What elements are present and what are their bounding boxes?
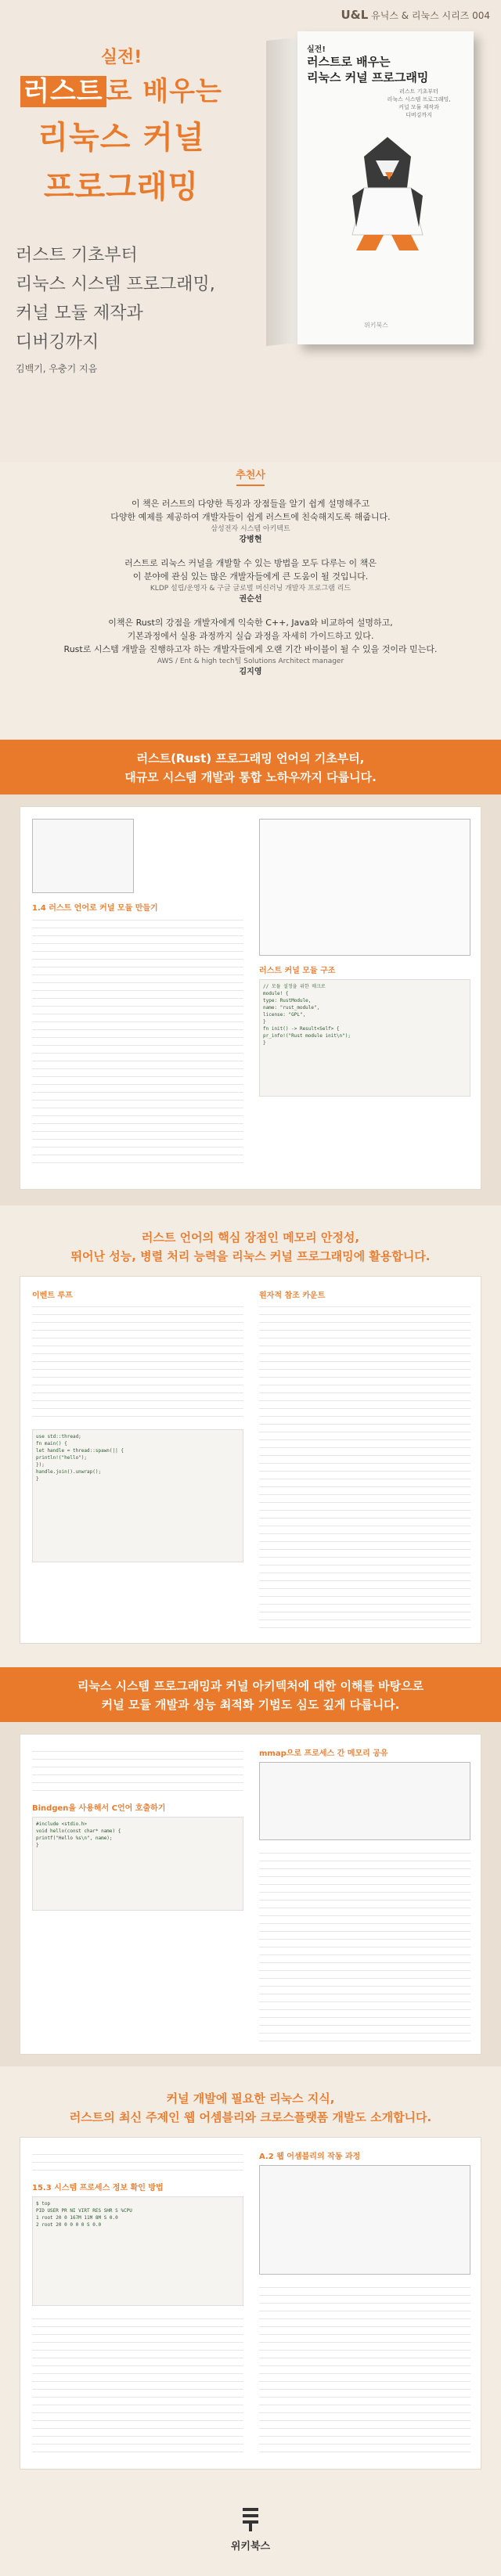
sample-heading-right: A.2 웹 어셈블리의 작동 과정	[259, 2153, 361, 2161]
hero-section	[0, 0, 501, 462]
sample-page-card	[20, 1276, 481, 1644]
book-cover-image	[266, 31, 481, 348]
sample-module-diagram	[259, 819, 470, 956]
recommender-role: KLDP 설립/운영자 & 구글 글로벌 머신러닝 개발자 프로그램 리드	[150, 585, 351, 593]
recommender-name: 김지영	[239, 668, 262, 676]
penguin-illustration	[344, 133, 431, 258]
cover-subtitle-line: 리눅스 시스템 프로그래밍,	[387, 96, 451, 103]
sample-heading-left: 15.3 시스템 프로세스 정보 확인 방법	[32, 2184, 164, 2192]
cover-subtitle-line: 러스트 기초부터	[399, 88, 438, 95]
book-subtitle	[16, 241, 227, 357]
cover-subtitle-line: 커널 모듈 제작과	[398, 104, 439, 110]
recommend-text: 이 분야에 관심 있는 많은 개발자들에게 큰 도움이 될 것입니다.	[132, 571, 369, 582]
section-title-line: 러스트의 최신 주제인 웹 어셈블리와 크로스플랫폼 개발도 소개합니다.	[69, 2110, 432, 2124]
title-small: 실전!	[100, 48, 142, 67]
subtitle-line: 디버깅까지	[16, 333, 99, 352]
sample-heading-right: mmap으로 프로세스 간 메모리 공유	[259, 1749, 388, 1758]
sample-heading-right: 원자적 참조 카운트	[259, 1292, 326, 1300]
recommend-text: 기본과정에서 실용 과정까지 실습 과정을 자세히 가이드하고 있다.	[127, 631, 374, 641]
code-line: module! {	[263, 991, 289, 996]
section-title-line: 러스트 언어의 핵심 장점인 메모리 안정성,	[141, 1230, 360, 1245]
section-title-line: 대규모 시스템 개발과 통합 노하우까지 다룹니다.	[124, 770, 377, 784]
sample-heading-left: Bindgen을 사용해서 C언어 호출하기	[32, 1804, 166, 1813]
publisher-name: 위키북스	[230, 2541, 271, 2553]
title-line2: 리눅스 커널	[38, 120, 205, 156]
sample-text-left	[32, 915, 243, 1166]
sample-text-right	[259, 2282, 470, 2455]
code-line: 1 root 20 0 167M 11M 8M S 0.0	[36, 2215, 118, 2221]
title-line1	[16, 70, 227, 108]
sample-code-1	[259, 979, 470, 1097]
code-line: PID USER PR NI VIRT RES SHR S %CPU	[36, 2208, 132, 2214]
code-line: use std::thread;	[36, 1434, 81, 1439]
feature-section-4	[0, 2078, 501, 2481]
title-rust: 러스트	[20, 76, 106, 107]
sample-page-card	[20, 1734, 481, 2055]
recommend-text: Rust로 시스템 개발을 진행하고자 하는 개발자들에게 오랜 기간 바이블이 될 수 있을 것이라 믿는다.	[63, 644, 438, 654]
recommend-block	[0, 557, 501, 605]
section-title	[0, 1677, 501, 1714]
sample-heading-right: 러스트 커널 모듈 구조	[259, 967, 336, 975]
code-line: }	[36, 1476, 39, 1482]
publisher-logo-icon	[240, 2506, 261, 2533]
code-line: #include <stdio.h>	[36, 1821, 88, 1827]
feature-section-2	[0, 1217, 501, 1655]
code-line: name: "rust_module",	[263, 1005, 320, 1011]
recommender-role: AWS / Ent & high tech팀 Solutions Architect manager	[157, 658, 344, 665]
cover-subtitle-line: 디버깅까지	[405, 112, 432, 118]
section-title-line: 커널 모듈 개발과 성능 최적화 기법도 심도 깊게 다룹니다.	[101, 1698, 400, 1712]
code-line: pr_info!("Rust module init\n");	[263, 1033, 351, 1039]
cover-title-1: 러스트로 배우는	[307, 55, 391, 69]
publisher-footer	[0, 2489, 501, 2576]
sample-mmap-diagram	[259, 1762, 470, 1840]
section-title-line: 커널 개발에 필요한 리눅스 지식,	[166, 2091, 335, 2106]
section-title	[0, 1228, 501, 1266]
recommend-text: 다양한 예제를 제공하여 개발자들이 쉽게 러스트에 친숙해지도록 해줍니다.	[110, 512, 391, 522]
recommend-text: 러스트로 리눅스 커널을 개발할 수 있는 방법을 모두 다루는 이 책은	[124, 558, 377, 568]
recommender-name: 강병현	[239, 535, 262, 544]
sample-wasm-table	[259, 2165, 470, 2275]
code-line: $ top	[36, 2201, 51, 2207]
code-line: println!("hello");	[36, 1455, 88, 1461]
series-brand: U&L	[341, 8, 369, 22]
sample-text-left-2	[32, 2314, 243, 2455]
subtitle-line: 리눅스 시스템 프로그래밍,	[16, 275, 215, 294]
series-text: 유닉스 & 리눅스 시리즈 004	[371, 10, 490, 21]
sample-text-right	[259, 1848, 470, 2044]
code-line: }	[263, 1019, 266, 1025]
sample-code-4	[32, 2196, 243, 2306]
title-line1-rest: 로 배우는	[106, 76, 222, 107]
code-line: printf("Hello %s\n", name);	[36, 1836, 113, 1841]
subtitle-line: 커널 모듈 제작과	[16, 304, 143, 323]
code-line: // 모듈 설정을 위한 매크로	[263, 984, 326, 989]
book-spine	[266, 38, 297, 346]
code-line: fn init() -> Result<Self> {	[263, 1026, 340, 1032]
sample-text-left	[32, 1302, 243, 1419]
code-line: });	[36, 1462, 45, 1468]
sample-text-left	[32, 1746, 243, 1793]
cover-publisher: 위키북스	[364, 322, 388, 329]
recommendation-section	[0, 462, 501, 736]
feature-section-3	[0, 1667, 501, 2066]
recommend-heading: 추천사	[0, 467, 501, 486]
code-line: type: RustModule,	[263, 998, 312, 1003]
book-front	[297, 31, 474, 344]
cover-title-2: 리눅스 커널 프로그래밍	[307, 70, 429, 85]
sample-text-right	[259, 1302, 470, 1630]
section-title	[0, 2089, 501, 2127]
title-line3: 프로그래밍	[43, 169, 200, 205]
recommend-block	[0, 497, 501, 546]
section-title	[0, 749, 501, 787]
recommend-text: 이책은 Rust의 강점을 개발자에게 익숙한 C++, Java와 비교하여 설명하고,	[108, 618, 393, 628]
sample-heading-left: 1.4 러스트 언어로 커널 모듈 만들기	[32, 904, 158, 913]
code-line: handle.join().unwrap();	[36, 1469, 102, 1475]
sample-page-card	[20, 2137, 481, 2470]
authors: 김백기, 우충기 지음	[16, 363, 98, 374]
code-line: void hello(const char* name) {	[36, 1828, 121, 1834]
section-title-line: 뛰어난 성능, 병렬 처리 능력을 리눅스 커널 프로그래밍에 활용합니다.	[70, 1249, 431, 1263]
code-line: }	[263, 1040, 266, 1046]
recommend-text: 이 책은 러스트의 다양한 특징과 장점들을 알기 쉽게 설명해주고	[131, 499, 370, 509]
code-line: let handle = thread::spawn(|| {	[36, 1448, 124, 1454]
feature-section-1	[0, 740, 501, 1205]
book-title	[16, 44, 227, 207]
section-title-line: 러스트(Rust) 프로그래밍 언어의 기초부터,	[136, 751, 365, 766]
code-line: license: "GPL",	[263, 1012, 306, 1018]
recommender-name: 권순선	[239, 595, 262, 603]
cover-subtitle	[376, 88, 462, 119]
code-line: 2 root 20 0 0 0 0 S 0.0	[36, 2222, 102, 2228]
sample-code-3	[32, 1817, 243, 1911]
cover-small: 실전!	[307, 45, 326, 54]
code-line: }	[36, 1843, 39, 1848]
section-title-line: 리눅스 시스템 프로그래밍과 커널 아키텍처에 대한 이해를 바탕으로	[77, 1679, 424, 1693]
sample-text-left	[32, 2149, 243, 2173]
sample-diagram	[32, 819, 134, 893]
sample-page-card	[20, 806, 481, 1190]
series-label	[341, 8, 490, 22]
recommend-block	[0, 616, 501, 678]
code-line: fn main() {	[36, 1441, 67, 1447]
recommender-role: 삼성전자 시스템 아키텍트	[211, 525, 290, 533]
sample-heading-left: 이벤트 루프	[32, 1292, 73, 1300]
sample-code-2	[32, 1429, 243, 1562]
subtitle-line: 러스트 기초부터	[16, 246, 138, 265]
